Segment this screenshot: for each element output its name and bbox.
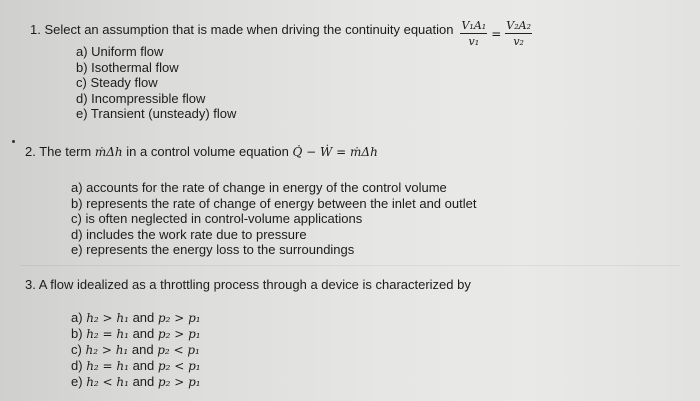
option-letter: d)	[71, 358, 83, 373]
continuity-rhs-fraction	[505, 19, 532, 48]
question-3-option-e[interactable]	[71, 374, 201, 390]
mass-enthalpy-term: ṁΔh	[94, 145, 123, 159]
question-2-text-start: 2. The term	[25, 144, 92, 159]
question-1	[30, 15, 534, 48]
question-2-option-a[interactable]: a) accounts for the rate of change in energy of the control volume	[71, 180, 447, 195]
question-1-option-a[interactable]: a) Uniform flow	[76, 44, 164, 59]
question-1-option-b[interactable]: b) Isothermal flow	[76, 59, 179, 75]
option-letter: e)	[71, 374, 83, 389]
and-word: and	[132, 326, 155, 341]
enthalpy-relation: h₂ > h₁	[85, 343, 129, 357]
question-1-option-d[interactable]: d) Incompressible flow	[76, 90, 206, 106]
enthalpy-relation: h₂ = h₁	[86, 327, 129, 341]
continuity-rhs-numerator: V₂A₂	[506, 19, 531, 32]
question-3-option-c[interactable]	[71, 342, 201, 358]
continuity-rhs-denominator: v₂	[513, 35, 524, 48]
continuity-lhs-numerator: V₁A₁	[461, 19, 487, 32]
question-3-option-b[interactable]	[71, 326, 201, 342]
pressure-relation: p₂ < p₁	[157, 343, 200, 357]
pressure-relation: p₂ > p₁	[157, 311, 201, 325]
question-2-option-d[interactable]: d) includes the work rate due to pressure	[71, 226, 307, 242]
question-3-option-a[interactable]	[71, 310, 201, 326]
question-1-stem	[30, 15, 534, 48]
continuity-lhs-denominator: v₁	[468, 35, 480, 48]
question-1-options	[76, 44, 236, 122]
continuity-lhs-fraction	[460, 19, 487, 48]
and-word: and	[132, 310, 155, 325]
option-letter: b)	[71, 326, 83, 341]
pressure-relation: p₂ > p₁	[157, 375, 201, 389]
question-2-text-end: in a control volume equation	[126, 144, 289, 159]
question-2-option-c[interactable]: c) is often neglected in control-volume applications	[71, 211, 363, 226]
question-1-option-c[interactable]: c) Steady flow	[76, 75, 158, 90]
and-word: and	[132, 374, 155, 389]
energy-equation: Q̇ − Ẇ = ṁΔh	[292, 145, 378, 159]
enthalpy-relation: h₂ < h₁	[86, 375, 129, 389]
pressure-relation: p₂ < p₁	[157, 359, 201, 373]
question-2-option-e[interactable]: e) represents the energy loss to the surroundings	[71, 242, 355, 257]
and-word: and	[132, 358, 155, 373]
question-1-text: 1. Select an assumption that is made when driving the continuity equation	[30, 22, 454, 37]
stray-mark	[12, 140, 15, 143]
option-letter: a)	[71, 310, 83, 325]
option-letter: c)	[71, 342, 82, 357]
continuity-equals: =	[491, 26, 502, 41]
page-fold-shadow	[20, 265, 680, 266]
question-1-option-e[interactable]: e) Transient (unsteady) flow	[76, 106, 237, 121]
pressure-relation: p₂ > p₁	[157, 327, 201, 341]
enthalpy-relation: h₂ = h₁	[86, 359, 129, 373]
enthalpy-relation: h₂ > h₁	[86, 311, 129, 325]
question-3-text: 3. A flow idealized as a throttling process through a device is characterized by	[25, 277, 471, 292]
question-2-options	[71, 180, 476, 258]
question-3	[25, 277, 471, 292]
question-3-options	[71, 310, 201, 390]
question-3-option-d[interactable]	[71, 358, 201, 374]
question-2-option-b[interactable]: b) represents the rate of change of energy between the inlet and outlet	[71, 195, 477, 211]
question-2	[25, 144, 378, 159]
and-word: and	[131, 342, 154, 357]
